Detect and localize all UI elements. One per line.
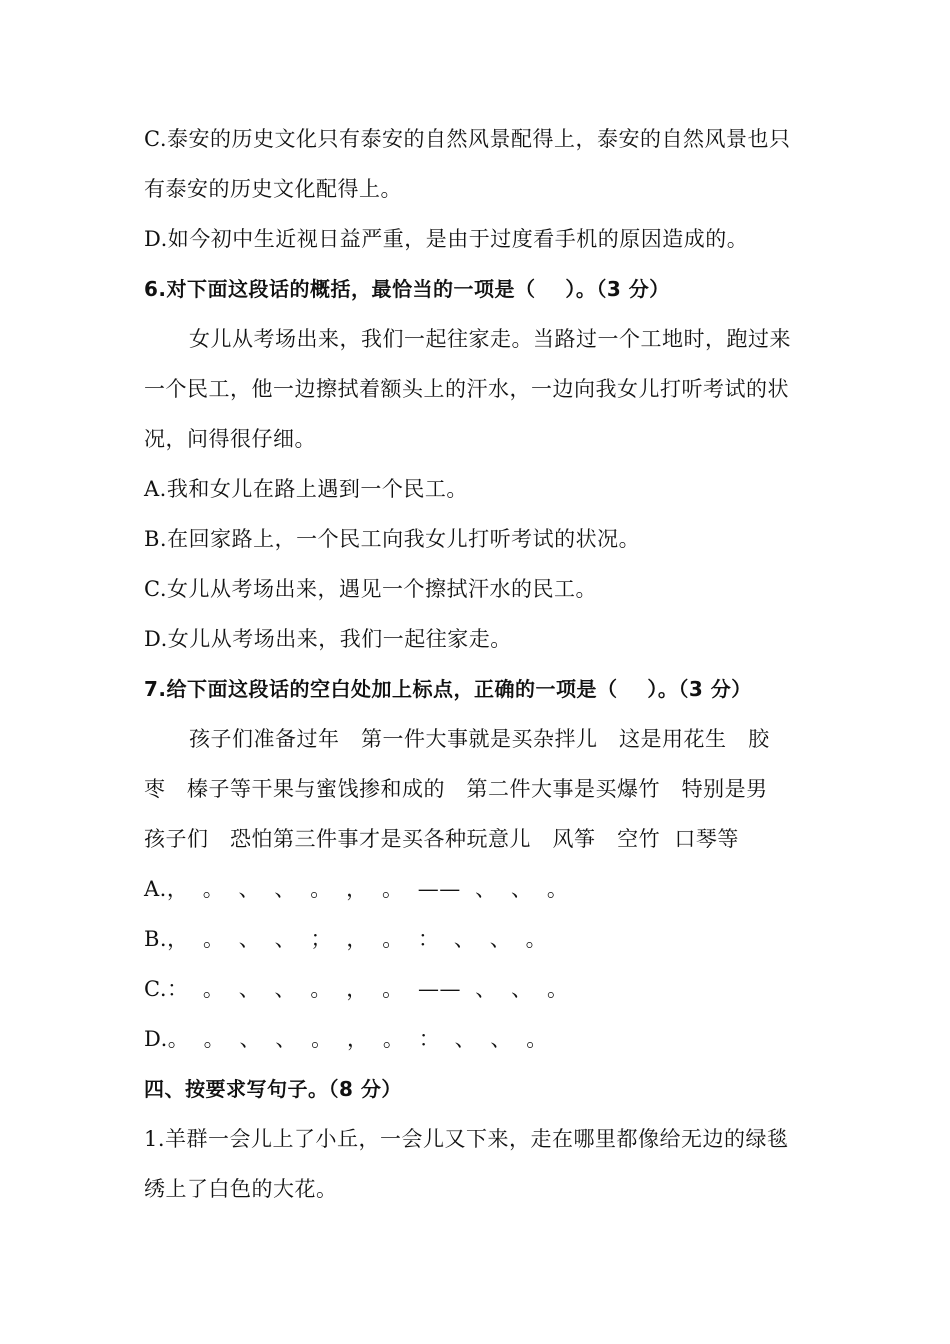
q7-option-b: B.， 。 、 、 ； ， 。 ： 、 、 。 — [144, 927, 548, 951]
q5-option-c-line1: C.泰安的历史文化只有泰安的自然风景配得上，泰安的自然风景也只 — [144, 127, 791, 151]
q6-passage-line2: 一个民工，他一边擦拭着额头上的汗水，一边向我女儿打听考试的状 — [144, 377, 789, 401]
q6-passage-line1: 女儿从考场出来，我们一起往家走。当路过一个工地时，跑过来 — [189, 327, 791, 351]
q7-option-d: D.。 。 、 、 。 ， 。 ： 、 、 。 — [144, 1027, 548, 1051]
q6-question: 6.对下面这段话的概括，最恰当的一项是（ ）。（3 分） — [144, 277, 670, 301]
q7-passage-line1: 孩子们准备过年 第一件大事就是买杂拌儿 这是用花生 胶 — [189, 727, 770, 751]
section4-heading: 四、按要求写句子。（8 分） — [144, 1077, 402, 1101]
q7-option-c: C.： 。 、 、 。 ， 。 —— 、 、 。 — [144, 977, 569, 1001]
q7-option-a: A.， 。 、 、 。 ， 。 —— 、 、 。 — [144, 877, 569, 901]
q7-passage-line3: 孩子们 恐怕第三件事才是买各种玩意儿 风筝 空竹 口琴等 — [144, 827, 739, 851]
q6-passage-line3: 况，问得很仔细。 — [144, 427, 316, 451]
q5-option-d: D.如今初中生近视日益严重，是由于过度看手机的原因造成的。 — [144, 227, 749, 251]
q6-option-b: B.在回家路上，一个民工向我女儿打听考试的状况。 — [144, 527, 641, 551]
q5-option-c-line2: 有泰安的历史文化配得上。 — [144, 177, 402, 201]
q6-option-c: C.女儿从考场出来，遇见一个擦拭汗水的民工。 — [144, 577, 597, 601]
section4-item1-line2: 绣上了白色的大花。 — [144, 1177, 338, 1201]
q7-question: 7.给下面这段话的空白处加上标点，正确的一项是（ ）。（3 分） — [144, 677, 752, 701]
q6-option-d: D.女儿从考场出来，我们一起往家走。 — [144, 627, 512, 651]
q7-passage-line2: 枣 榛子等干果与蜜饯掺和成的 第二件大事是买爆竹 特别是男 — [144, 777, 768, 801]
section4-item1-line1: 1.羊群一会儿上了小丘，一会儿又下来，走在哪里都像给无边的绿毯 — [144, 1127, 789, 1151]
q6-option-a: A.我和女儿在路上遇到一个民工。 — [144, 477, 468, 501]
